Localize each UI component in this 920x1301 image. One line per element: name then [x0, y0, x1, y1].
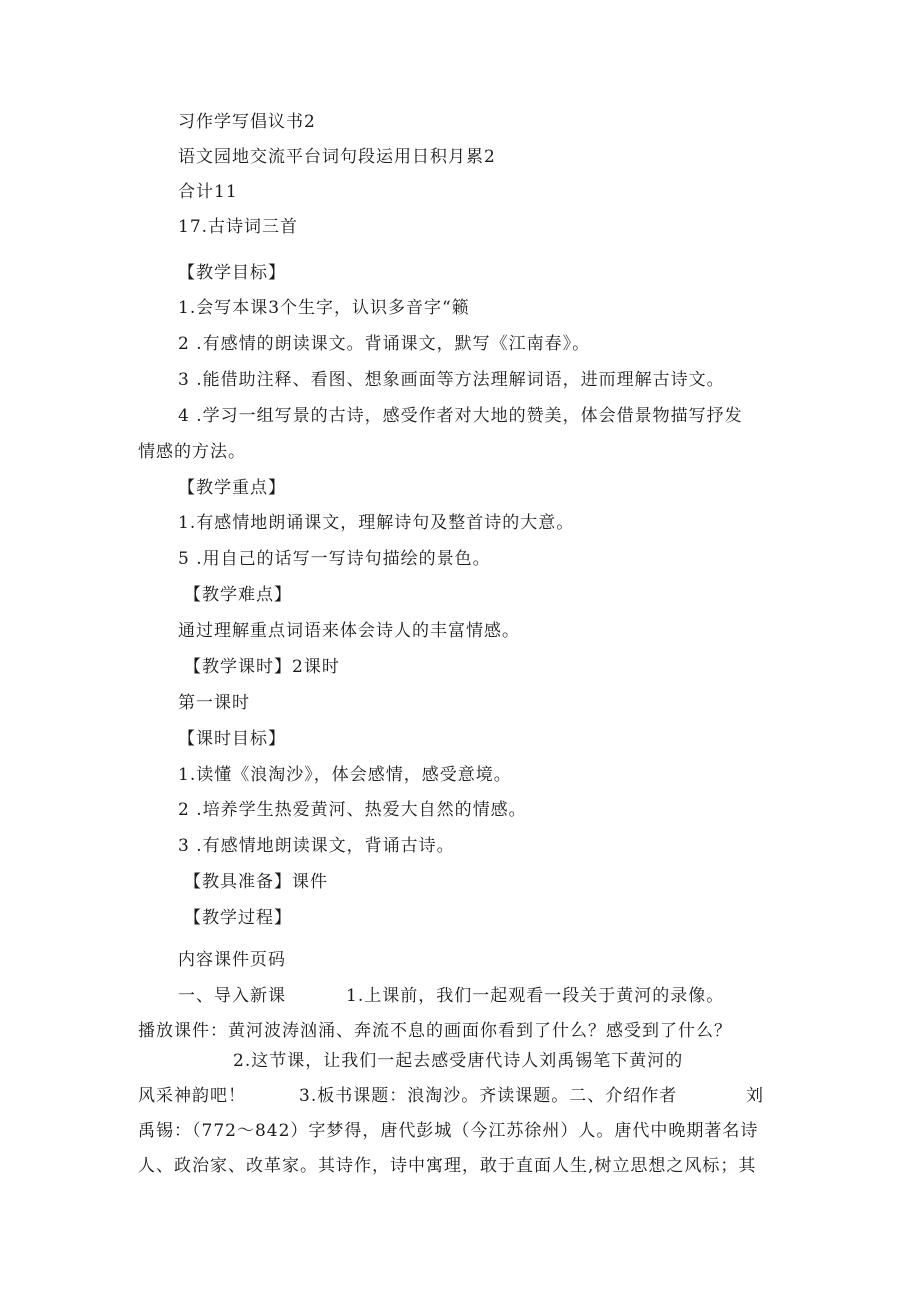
section-heading-difficulties: 【教学难点】 — [184, 585, 292, 605]
objective-item-4-continued: 情感的方法。 — [138, 442, 246, 462]
period-objective-item-2: 2 .培养学生热爱黄河、热爱大自然的情感。 — [178, 800, 527, 820]
lesson-title: 17.古诗词三首 — [178, 217, 299, 237]
objective-item-1: 1.会写本课3个生字，认识多音字“籁 — [178, 298, 470, 318]
section-heading-period-objectives: 【课时目标】 — [178, 729, 286, 749]
schedule-line-writing: 习作学写倡议书2 — [178, 112, 316, 132]
step-heading-introduction: 一、导入新课 — [178, 986, 286, 1006]
author-name-start: 刘 — [746, 1086, 764, 1106]
author-intro-line-1: 禹锡：（772～842）字梦得，唐代彭城（今江苏徐州）人。唐代中晚期著名诗 — [138, 1121, 759, 1141]
key-point-item-1: 1.有感情地朗诵课文，理解诗句及整首诗的大意。 — [178, 513, 575, 533]
table-header-row: 内容课件页码 — [178, 950, 286, 970]
key-point-item-2: 5 .用自己的话写一写诗句描绘的景色。 — [178, 549, 491, 569]
schedule-line-total: 合计11 — [178, 182, 238, 202]
section-heading-materials: 【教具准备】课件 — [184, 872, 328, 892]
introduction-step-2: 2.这节课，让我们一起去感受唐代诗人刘禹锡笔下黄河的 — [233, 1051, 684, 1071]
section-heading-process: 【教学过程】 — [184, 908, 292, 928]
author-intro-line-2: 人、政治家、改革家。其诗作，诗中寓理，敢于直面人生,树立思想之风标；其 — [138, 1156, 757, 1176]
objective-item-4: 4 .学习一组写景的古诗，感受作者对大地的赞美，体会借景物描写抒发 — [178, 406, 743, 426]
difficulty-text: 通过理解重点词语来体会诗人的丰富情感。 — [178, 621, 520, 641]
introduction-step-3: 3.板书课题：浪淘沙。齐读课题。二、介绍作者 — [299, 1086, 678, 1106]
introduction-step-1: 1.上课前，我们一起观看一段关于黄河的录像。 — [346, 986, 725, 1006]
first-period-heading: 第一课时 — [178, 693, 250, 713]
section-heading-key-points: 【教学重点】 — [178, 478, 286, 498]
objective-item-3: 3 .能借助注释、看图、想象画面等方法理解词语，进而理解古诗文。 — [178, 370, 725, 390]
play-courseware-line: 播放课件：黄河波涛汹涌、奔流不息的画面你看到了什么？感受到了什么？ — [138, 1021, 732, 1041]
period-objective-item-1: 1.读懂《浪淘沙》，体会感情，感受意境。 — [178, 765, 512, 785]
introduction-step-2-continued: 风采神韵吧！ — [138, 1086, 246, 1106]
period-objective-item-3: 3 .有感情地朗读课文，背诵古诗。 — [178, 836, 455, 856]
section-heading-periods: 【教学课时】2课时 — [184, 657, 340, 677]
section-heading-objectives: 【教学目标】 — [178, 263, 286, 283]
objective-item-2: 2 .有感情的朗读课文。背诵课文，默写《江南春》。 — [178, 334, 591, 354]
schedule-line-language-garden: 语文园地交流平台词句段运用日积月累2 — [178, 147, 496, 167]
